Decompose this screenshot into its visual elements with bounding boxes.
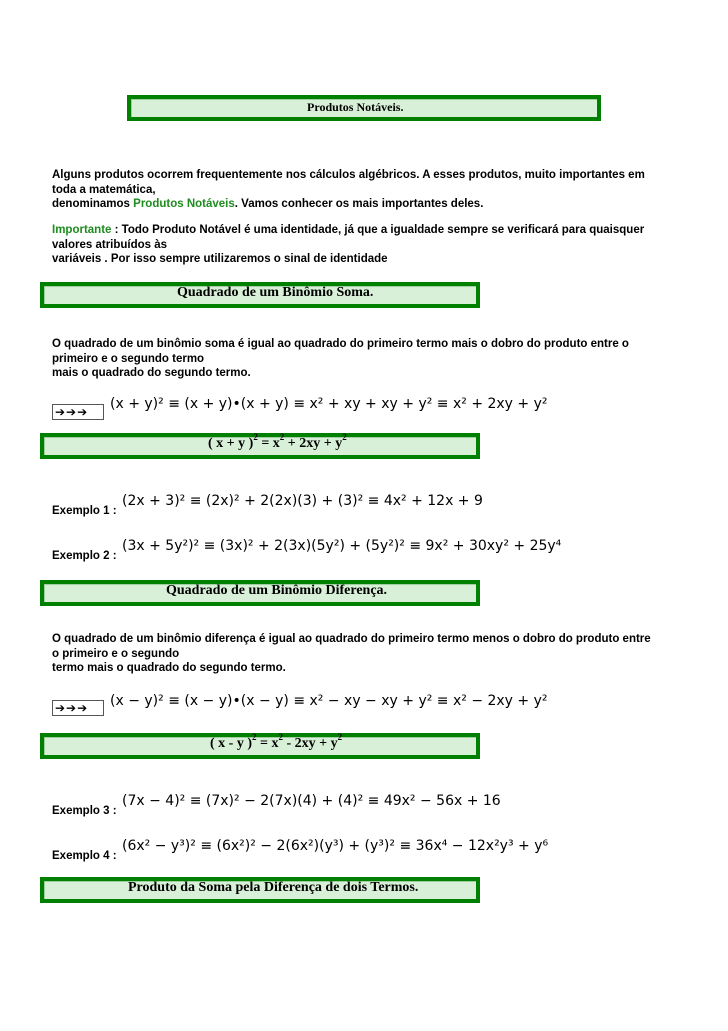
intro-line-1: Alguns produtos ocorrem frequentemente nos cálculos algébricos. A esses produtos, muito importantes em	[52, 169, 645, 181]
page-title: Produtos Notáveis.	[307, 100, 404, 114]
intro-line-3: denominamos Produtos Notáveis. Vamos conhecer os mais importantes deles.	[52, 198, 484, 210]
soma-line-1: O quadrado de um binômio soma é igual ao quadrado do primeiro termo mais o dobro do produto entre o	[52, 338, 629, 350]
arrows-icon: ➔➔➔	[52, 700, 104, 716]
diferenca-heading: Quadrado de um Binômio Diferença.	[166, 583, 388, 598]
soma-expansion: (x + y)² ≡ (x + y)•(x + y) ≡ x² + xy + xy + y² ≡ x² + 2xy + y²	[110, 396, 548, 412]
arrows-icon: ➔➔➔	[52, 404, 104, 420]
intro-paragraph	[52, 168, 645, 212]
diferenca-expansion: (x − y)² ≡ (x − y)•(x − y) ≡ x² − xy − xy + y² ≡ x² − 2xy + y²	[110, 693, 548, 709]
produtos-notaveis-term: Produtos Notáveis	[133, 198, 235, 210]
produto-heading: Produto da Soma pela Diferença de dois Termos.	[128, 880, 419, 895]
diferenca-line-1: O quadrado de um binômio diferença é igual ao quadrado do primeiro termo menos o dobro do produto entre	[52, 633, 651, 645]
diferenca-formula-banner	[40, 733, 480, 759]
example-4-math: (6x² − y³)² ≡ (6x²)² − 2(6x²)(y³) + (y³)² ≡ 36x⁴ − 12x²y³ + y⁶	[122, 838, 549, 854]
importante-line-1: Importante : Todo Produto Notável é uma identidade, já que a igualdade sempre se verificará para quaisquer	[52, 224, 645, 236]
diferenca-line-2: o primeiro e o segundo	[52, 647, 180, 660]
example-2-math: (3x + 5y²)² ≡ (3x)² + 2(3x)(5y²) + (5y²)² ≡ 9x² + 30xy² + 25y⁴	[122, 538, 562, 554]
soma-paragraph	[52, 337, 629, 381]
soma-line-2: primeiro e o segundo termo	[52, 352, 205, 365]
produto-heading-banner	[40, 877, 480, 903]
example-4-label: Exemplo 4 :	[52, 850, 117, 862]
example-1-label: Exemplo 1 :	[52, 505, 117, 517]
soma-line-3: mais o quadrado do segundo termo.	[52, 367, 251, 379]
example-1-math: (2x + 3)² ≡ (2x)² + 2(2x)(3) + (3)² ≡ 4x² + 12x + 9	[122, 493, 483, 509]
soma-heading-banner	[40, 282, 480, 308]
importante-label: Importante	[52, 224, 112, 236]
soma-heading: Quadrado de um Binômio Soma.	[177, 285, 374, 300]
importante-paragraph	[52, 223, 644, 267]
diferenca-formula: ( x - y )$^2 = x^2 - 2xy + y^2$	[210, 732, 343, 751]
example-3-math: (7x − 4)² ≡ (7x)² − 2(7x)(4) + (4)² ≡ 49x² − 56x + 16	[122, 793, 501, 809]
example-2-label: Exemplo 2 :	[52, 550, 117, 562]
diferenca-heading-banner	[40, 580, 480, 606]
intro-line-2: toda a matemática,	[52, 183, 156, 196]
soma-formula: ( x + y )$^2 = x^2 + 2xy + y^2$	[208, 432, 347, 451]
importante-line-3: variáveis . Por isso sempre utilizaremos o sinal de identidade	[52, 253, 388, 265]
soma-formula-banner	[40, 433, 480, 459]
title-banner	[127, 95, 601, 121]
diferenca-paragraph	[52, 632, 651, 676]
diferenca-line-3: termo mais o quadrado do segundo termo.	[52, 662, 286, 674]
importante-line-2: valores atribuídos às	[52, 238, 168, 251]
example-3-label: Exemplo 3 :	[52, 805, 117, 817]
